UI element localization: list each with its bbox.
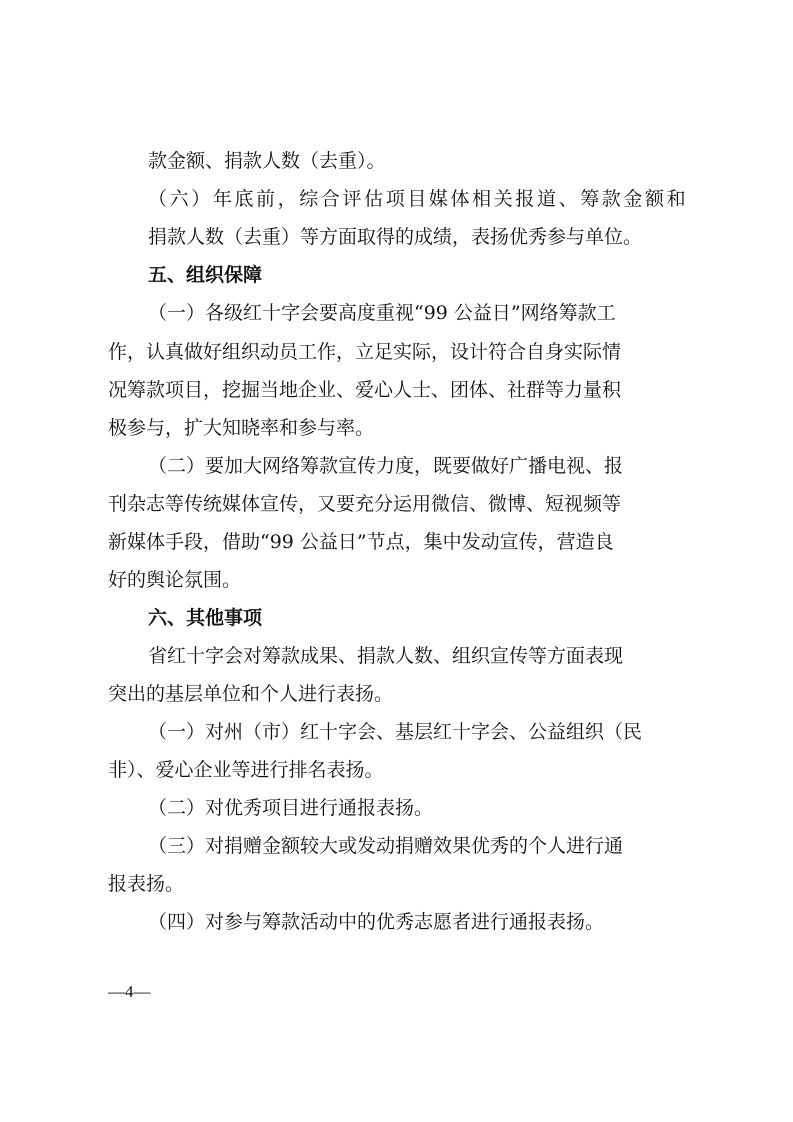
body-text-line: 刊杂志等传统媒体宣传，又要充分运用微信、微博、短视频等 xyxy=(108,493,622,515)
body-text-line: （二）对优秀项目进行通报表扬。 xyxy=(148,797,434,819)
body-text-line: （ 六 ） 年 底 前 ， 综 合 评 估 项 目 媒 体 相 关 报 道 、 筹 款 金 额 和 xyxy=(148,188,686,210)
body-text-line: 款金额、捐款人数（去重）。 xyxy=(148,150,386,172)
body-text-line: 况筹款项目，挖掘当地企业、爱心人士、团体、社群等力量积 xyxy=(108,379,622,401)
page-number: —4— xyxy=(108,982,151,1001)
body-text-line: （一）对州（市）红十字会、基层红十字会、公益组织（民 xyxy=(148,721,643,743)
body-text-line: 作，认真做好组织动员工作，立足实际，设计符合自身实际情 xyxy=(108,341,622,363)
body-text-line: （三）对捐赠金额较大或发动捐赠效果优秀的个人进行通 xyxy=(148,835,624,857)
body-text-line: 极参与，扩大知晓率和参与率。 xyxy=(108,417,375,439)
body-text-line: 非）、爱心企业等进行排名表扬。 xyxy=(108,759,384,781)
body-text-line: （二）要加大网络筹款宣传力度，既要做好广播电视、报 xyxy=(148,455,624,477)
body-text-line: 省红十字会对筹款成果、捐款人数、组织宣传等方面表现 xyxy=(148,645,624,667)
section-heading: 六、其他事项 xyxy=(148,607,263,629)
body-text-line: （一）各级红十字会要高度重视“99 公益日”网络筹款工 xyxy=(148,302,616,324)
body-text-line: 报表扬。 xyxy=(108,873,185,895)
body-text-line: 捐款人数（去重）等方面取得的成绩，表扬优秀参与单位。 xyxy=(148,226,643,248)
body-text-line: 突出的基层单位和个人进行表扬。 xyxy=(108,683,394,705)
body-text-line: 新媒体手段，借助“99 公益日”节点，集中发动宣传，营造良 xyxy=(108,531,614,553)
body-text-line: 好的舆论氛围。 xyxy=(108,569,242,591)
section-heading: 五、组织保障 xyxy=(148,264,263,286)
body-text-line: （四）对参与筹款活动中的优秀志愿者进行通报表扬。 xyxy=(148,911,605,933)
